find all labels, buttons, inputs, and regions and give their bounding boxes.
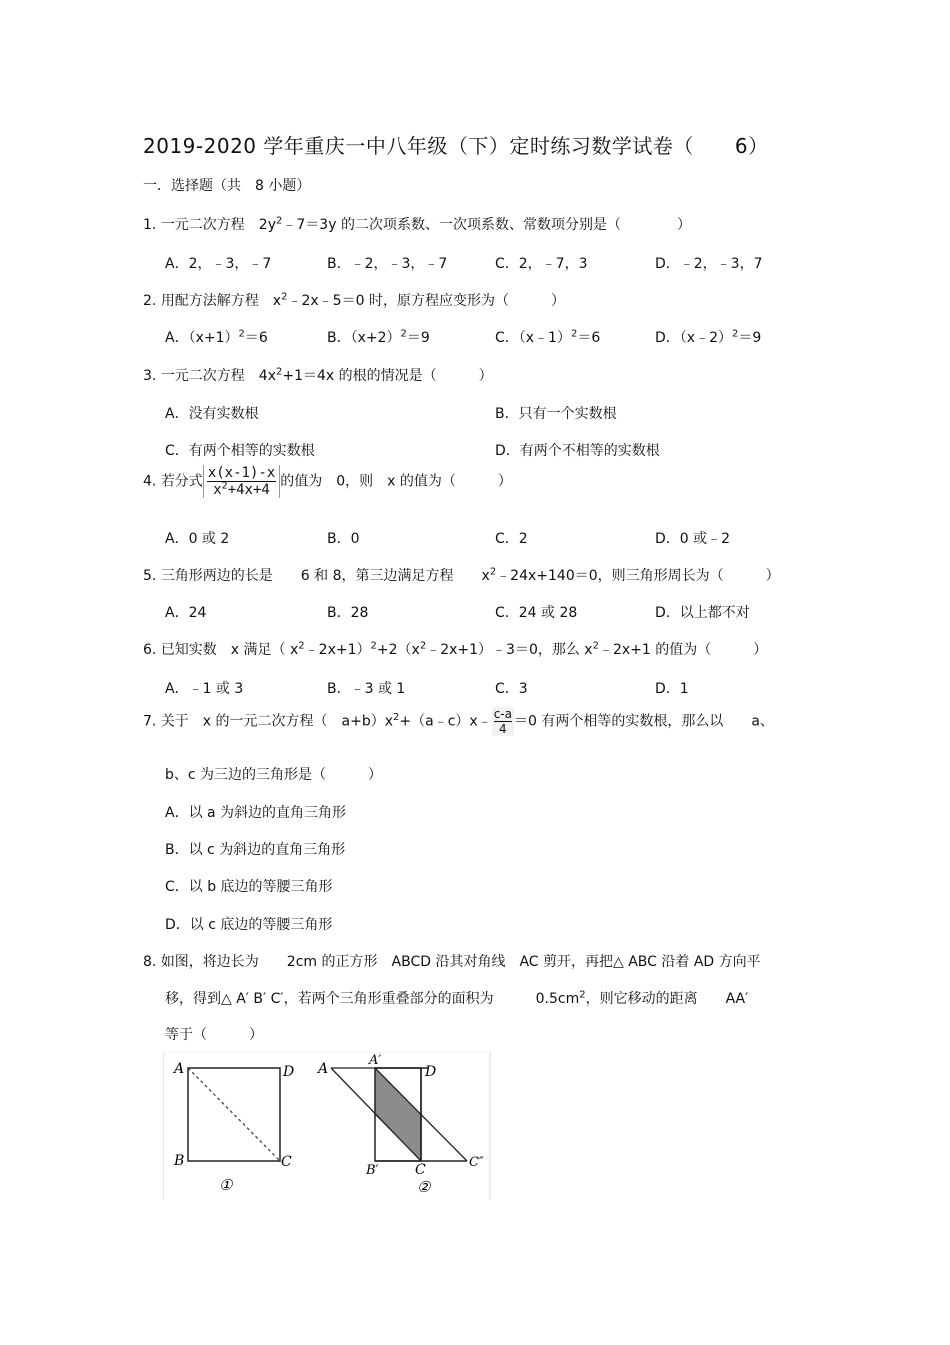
option-c[interactable]: C．以 b 底边的等腰三角形 <box>165 879 333 895</box>
superscript: 2 <box>579 989 586 1001</box>
diagonal-ac <box>188 1068 280 1161</box>
label-d: D <box>425 1064 437 1080</box>
fraction-denominator: 4 <box>499 722 507 736</box>
question-text: 的值为 0，则 x 的值为（ ） <box>280 473 512 490</box>
superscript: 2 <box>570 328 578 340</box>
question-8-line3: 等于（ ） <box>165 1027 263 1043</box>
question-number: 3. <box>143 368 157 384</box>
fraction-numerator: c-a <box>493 707 512 721</box>
figure-1 <box>172 1061 294 1194</box>
question-number: 1. <box>143 217 157 233</box>
question-text: 移，得到△ A′ B′ C′，若两个三角形重叠部分的面积为 0.5cm <box>165 991 580 1007</box>
square-translation-figure <box>163 1052 491 1200</box>
superscript: 2 <box>238 328 245 340</box>
question-text: 用配方法解方程 x <box>160 293 282 309</box>
den-text: +4x+4 <box>227 482 270 498</box>
question-text: ﹣24x+140＝0，则三角形周长为（ ） <box>496 568 780 584</box>
option-a[interactable]: A．24 <box>165 605 207 621</box>
label-a-prime: A′ <box>369 1053 382 1068</box>
question-number: 6. <box>143 642 157 658</box>
question-number: 2. <box>143 293 157 309</box>
question-7 <box>143 707 774 736</box>
option-d[interactable]: D．1 <box>655 681 689 697</box>
option-a[interactable]: A．0 或 2 <box>165 531 230 547</box>
option-d[interactable]: D．有两个不相等的实数根 <box>495 443 660 459</box>
question-text: +（a﹣c）x﹣ <box>399 713 492 730</box>
question-text: 一元二次方程 4x <box>160 368 277 384</box>
question-text: +2（x <box>376 642 420 658</box>
option-b[interactable]: B．只有一个实数根 <box>495 406 617 422</box>
fraction-numerator: x(x-1)-x <box>207 465 276 481</box>
option-c[interactable]: C．有两个相等的实数根 <box>165 443 315 459</box>
option-text: ＝9 <box>738 330 762 346</box>
superscript: 2 <box>281 291 288 303</box>
superscript: 2 <box>276 215 283 227</box>
option-c[interactable]: C．2 <box>495 531 528 547</box>
question-6 <box>143 639 767 659</box>
option-text: A．（x+1） <box>165 330 239 346</box>
question-text: 若分式 <box>160 473 203 490</box>
superscript: 2 <box>221 480 228 492</box>
option-b[interactable]: B．0 <box>327 531 360 547</box>
question-text: ﹣2x+1）﹣3＝0，那么 x <box>426 642 593 658</box>
option-b[interactable] <box>327 327 430 347</box>
superscript: 2 <box>489 566 497 578</box>
option-a[interactable] <box>165 327 268 347</box>
overlap-region <box>375 1068 421 1161</box>
option-d[interactable] <box>655 327 761 347</box>
superscript: 2 <box>276 366 283 378</box>
option-a[interactable]: A．2，﹣3，﹣7 <box>165 256 272 272</box>
superscript: 2 <box>419 640 427 652</box>
question-3 <box>143 365 493 385</box>
question-text: 已知实数 x 满足（ x <box>160 642 299 658</box>
label-b-prime: B′ <box>366 1163 379 1178</box>
question-2 <box>143 290 565 310</box>
question-text: +1＝4x 的根的情况是（ ） <box>282 368 493 384</box>
option-text: ＝6 <box>244 330 268 346</box>
figure-tag-1: ① <box>219 1176 233 1194</box>
option-text: ＝6 <box>577 330 601 346</box>
label-d: D <box>283 1064 295 1080</box>
option-d[interactable]: D．以 c 底边的等腰三角形 <box>165 917 333 933</box>
figure-tag-2: ② <box>417 1178 431 1196</box>
option-d[interactable]: D．0 或﹣2 <box>655 531 731 547</box>
figure-2 <box>316 1053 484 1196</box>
question-1 <box>143 214 691 234</box>
label-c: C <box>415 1162 426 1178</box>
superscript: 2 <box>592 640 599 652</box>
superscript: 2 <box>400 328 407 340</box>
option-c[interactable]: C．2，﹣7，3 <box>495 256 588 272</box>
question-5 <box>143 565 780 585</box>
superscript: 2 <box>731 328 739 340</box>
option-a[interactable]: A．没有实数根 <box>165 406 259 422</box>
label-a: A <box>174 1061 185 1077</box>
option-text: B．（x+2） <box>327 330 401 346</box>
question-text: ﹣2x﹣5＝0 时，原方程应变形为（ ） <box>287 293 565 309</box>
option-text: ＝9 <box>406 330 430 346</box>
question-text: ﹣2x+1 的值为（ ） <box>598 642 768 658</box>
superscript: 2 <box>370 640 377 652</box>
question-8 <box>143 951 761 971</box>
question-text: 一元二次方程 2y <box>160 217 277 233</box>
question-4 <box>143 465 512 498</box>
option-a[interactable]: A．﹣1 或 3 <box>165 681 244 697</box>
question-number: 5. <box>143 568 157 584</box>
question-number: 4. <box>143 473 157 490</box>
option-c[interactable]: C．24 或 28 <box>495 605 578 621</box>
question-8-line2 <box>165 988 748 1008</box>
label-c: C <box>281 1154 292 1170</box>
question-text: 关于 x 的一元二次方程（ a+b）x <box>160 713 394 730</box>
page-title: 2019-2020 学年重庆一中八年级（下）定时练习数学试卷（ 6） <box>143 134 769 158</box>
question-text: ，则它移动的距离 AA′ <box>585 991 749 1007</box>
fraction-denominator <box>207 482 276 498</box>
option-d[interactable]: D．﹣2，﹣3，7 <box>655 256 763 272</box>
question-7-line2: b、c 为三边的三角形是（ ） <box>165 767 383 783</box>
option-b[interactable]: B．﹣2，﹣3，﹣7 <box>327 256 448 272</box>
question-text: 如图，将边长为 2cm 的正方形 ABCD 沿其对角线 AC 剪开，再把△ ABC 沿着 AD 方向平 <box>160 954 761 970</box>
superscript: 2 <box>298 640 305 652</box>
den-text: x <box>213 482 222 498</box>
section-heading: 一．选择题（共 8 小题） <box>143 178 311 194</box>
question-text: 三角形两边的长是 6 和 8，第三边满足方程 x <box>160 568 490 584</box>
superscript: 2 <box>393 712 400 723</box>
option-text: C．（x﹣1） <box>495 330 571 346</box>
question-number: 7. <box>143 713 157 730</box>
option-c[interactable] <box>495 327 600 347</box>
option-b[interactable]: B．﹣3 或 1 <box>327 681 406 697</box>
question-text: ﹣2x+1） <box>304 642 371 658</box>
fraction <box>203 465 280 498</box>
question-number: 8. <box>143 954 157 970</box>
fraction <box>492 707 514 736</box>
option-b[interactable]: B．28 <box>327 605 369 621</box>
label-a: A <box>318 1061 329 1077</box>
label-c-prime: C″ <box>469 1155 484 1170</box>
option-a[interactable]: A．以 a 为斜边的直角三角形 <box>165 805 347 821</box>
label-b: B <box>174 1153 185 1169</box>
option-b[interactable]: B．以 c 为斜边的直角三角形 <box>165 842 346 858</box>
question-text: ＝0 有两个相等的实数根，那么以 a、 <box>513 713 774 730</box>
option-d[interactable]: D．以上都不对 <box>655 605 750 621</box>
option-c[interactable]: C．3 <box>495 681 528 697</box>
option-text: D．（x﹣2） <box>655 330 732 346</box>
question-text: ﹣7＝3y 的二次项系数、一次项系数、常数项分别是（ ） <box>282 217 691 233</box>
